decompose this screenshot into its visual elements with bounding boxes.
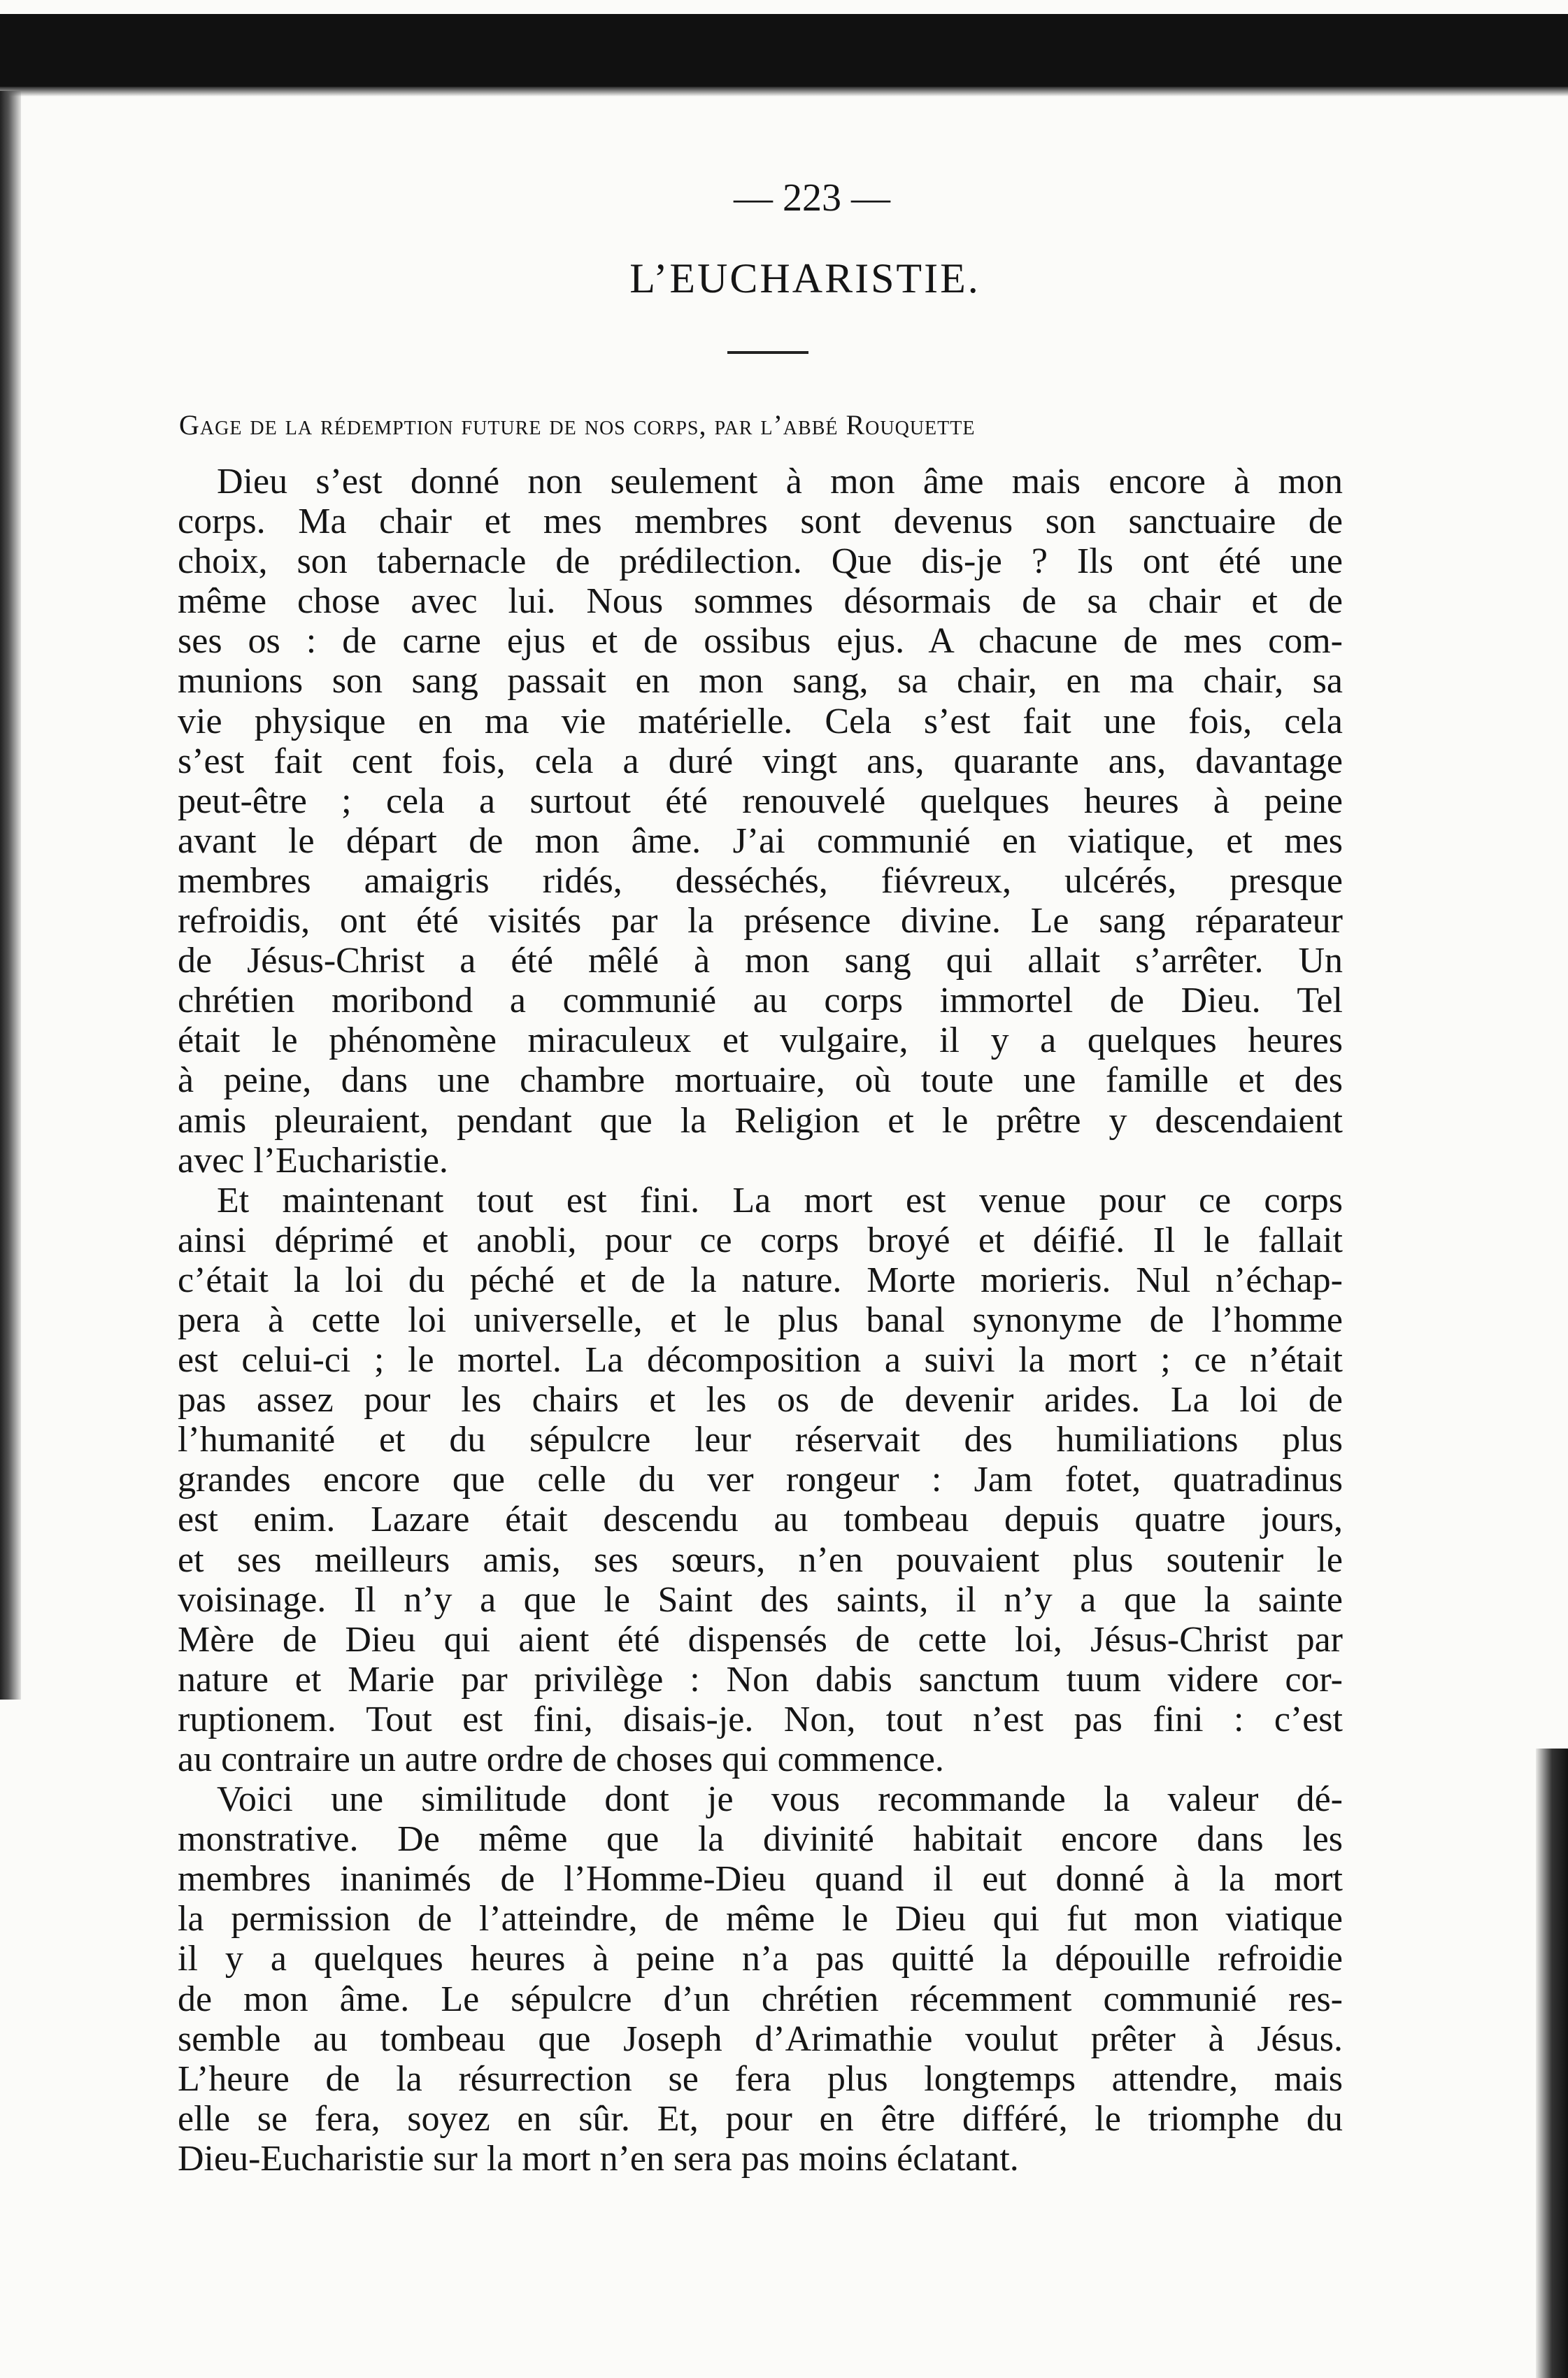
text-line: Voici une similitude dont je vous recommande la valeur dé- [217,1779,1343,1820]
text-line: choix, son tabernacle de prédilection. Que dis-je ? Ils ont été une [178,541,1343,582]
page-number: — 223 — [734,176,890,220]
text-line: munions son sang passait en mon sang, sa chair, en ma chair, sa [178,661,1343,702]
text-line: ainsi déprimé et anobli, pour ce corps broyé et déifié. Il le fallait [178,1220,1343,1260]
text-line: ses os : de carne ejus et de ossibus ejus. A chacune de mes com- [178,621,1343,662]
text-line: s’est fait cent fois, cela a duré vingt ans, quarante ans, davantage [178,741,1343,781]
text-line: c’était la loi du péché et de la nature. Morte morieris. Nul n’échap- [178,1260,1343,1300]
chapter-title: L’EUCHARISTIE. [629,255,981,301]
text-line: Et maintenant tout est fini. La mort est venue pour ce corps [217,1180,1343,1220]
title-rule [727,351,808,354]
text-line: membres amaigris ridés, desséchés, fiévreux, ulcérés, presque [178,860,1343,901]
scan-right-edge [1536,1749,1568,2378]
text-line: il y a quelques heures à peine n’a pas quitté la dépouille refroidie [178,1939,1343,1979]
text-line: pas assez pour les chairs et les os de devenir arides. La loi de [178,1380,1343,1421]
text-line: est enim. Lazare était descendu au tombeau depuis quatre jours, [178,1500,1343,1540]
scan-left-edge [0,91,21,1700]
body-text [178,462,1343,2179]
text-line: de Jésus-Christ a été mêlé à mon sang qui allait s’arrêter. Un [178,941,1343,981]
text-line: l’humanité et du sépulcre leur réservait des humiliations plus [178,1420,1343,1460]
text-line: vie physique en ma vie matérielle. Cela s’est fait une fois, cela [178,701,1343,741]
text-line: peut-être ; cela a surtout été renouvelé quelques heures à peine [178,781,1343,821]
text-line: L’heure de la résurrection se fera plus longtemps attendre, mais [178,2058,1343,2099]
text-line: Dieu s’est donné non seulement à mon âme mais encore à mon [217,462,1343,501]
text-line: pera à cette loi universelle, et le plus banal synonyme de l’homme [178,1300,1343,1340]
text-line: à peine, dans une chambre mortuaire, où toute une famille et des [178,1060,1343,1101]
text-line: même chose avec lui. Nous sommes désormais de sa chair et de [178,581,1343,622]
text-line: amis pleuraient, pendant que la Religion et le prêtre y descendaient [178,1100,1343,1141]
text-line: ruptionem. Tout est fini, disais-je. Non, tout n’est pas fini : c’est [178,1699,1343,1739]
text-line: et ses meilleurs amis, ses sœurs, n’en pouvaient plus soutenir le [178,1539,1343,1580]
text-line: elle se fera, soyez en sûr. Et, pour en être différé, le triomphe du [178,2098,1343,2139]
text-line: la permission de l’atteindre, de même le Dieu qui fut mon viatique [178,1899,1343,1939]
text-line: Dieu-Eucharistie sur la mort n’en sera pas moins éclatant. [178,2138,1019,2179]
text-line: monstrative. De même que la divinité habitait encore dans les [178,1819,1343,1860]
text-line: voisinage. Il n’y a que le Saint des saints, il n’y a que la sainte [178,1579,1343,1620]
text-line: corps. Ma chair et mes membres sont devenus son sanctuaire de [178,501,1343,542]
text-line: semble au tombeau que Joseph d’Arimathie voulut prêter à Jésus. [178,2019,1343,2059]
text-line: au contraire un autre ordre de choses qui commence. [178,1739,944,1779]
text-line: nature et Marie par privilège : Non dabis sanctum tuum videre cor- [178,1659,1343,1700]
text-line: avec l’Eucharistie. [178,1140,448,1181]
scan-top-band [0,14,1568,87]
text-line: Mère de Dieu qui aient été dispensés de cette loi, Jésus-Christ par [178,1619,1343,1660]
text-line: était le phénomène miraculeux et vulgaire, il y a quelques heures [178,1020,1343,1061]
text-line: est celui-ci ; le mortel. La décomposition a suivi la mort ; ce n’était [178,1340,1343,1381]
text-line: refroidis, ont été visités par la présence divine. Le sang réparateur [178,901,1343,941]
text-line: avant le départ de mon âme. J’ai communié en viatique, et mes [178,820,1343,861]
text-line: membres inanimés de l’Homme-Dieu quand il eut donné à la mort [178,1859,1343,1900]
text-line: chrétien moribond a communié au corps immortel de Dieu. Tel [178,981,1343,1021]
article-subtitle: Gage de la rédemption future de nos corps, par l’abbé Rouquette [179,409,976,441]
text-line: grandes encore que celle du ver rongeur : Jam fotet, quatradinus [178,1460,1343,1500]
scan-top-band-shadow [0,87,1568,97]
text-line: de mon âme. Le sépulcre d’un chrétien récemment communié res- [178,1979,1343,2019]
